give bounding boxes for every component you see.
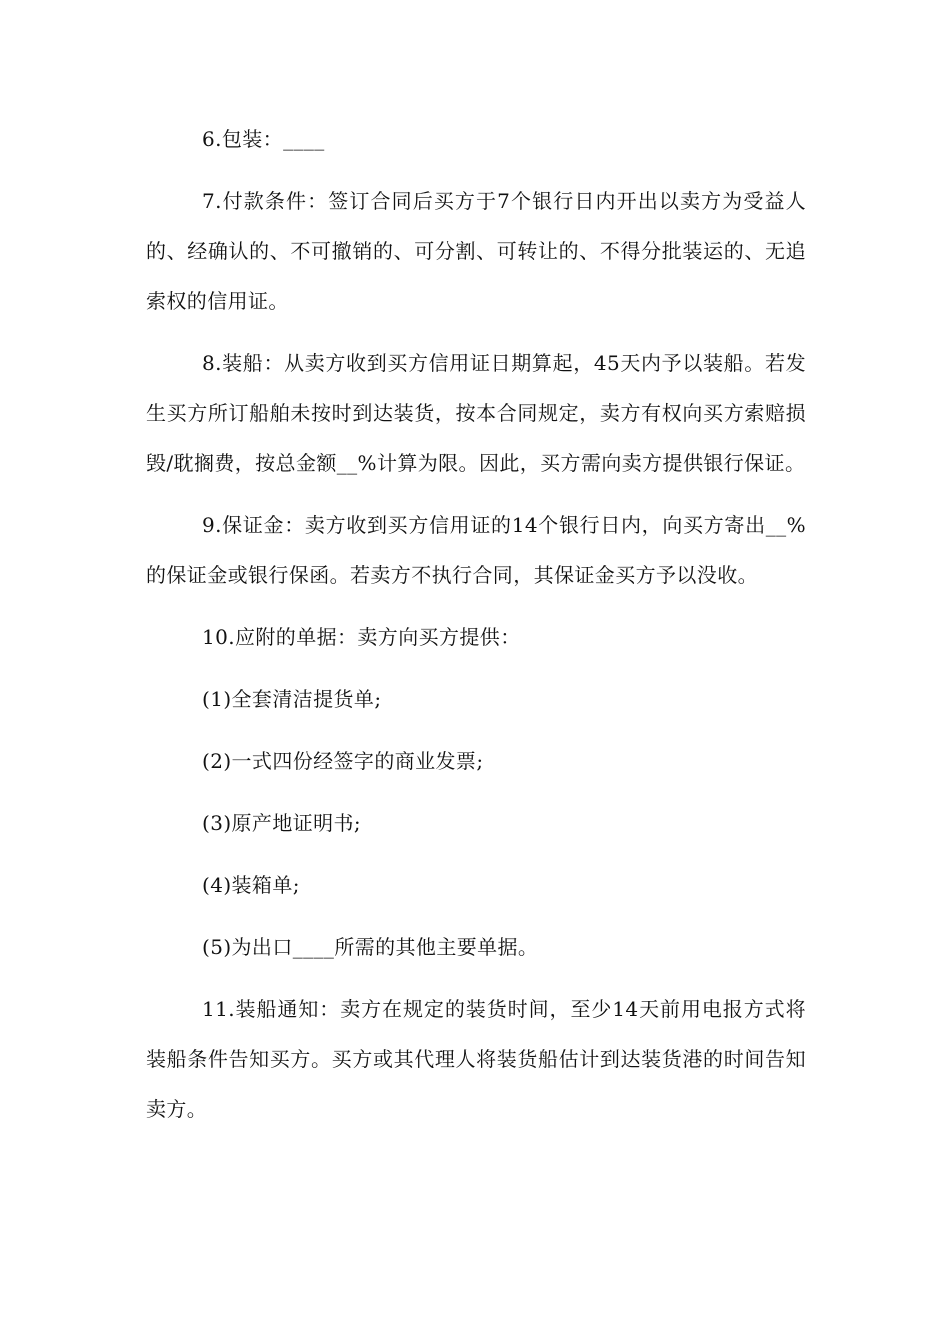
document-item-certificate-of-origin: (3)原产地证明书; <box>202 811 362 835</box>
document-item-packing-list: (4)装箱单; <box>202 873 300 897</box>
clause-payment-terms: 7.付款条件：签订合同后买方于7个银行日内开出以卖方为受益人的、经确认的、不可撤销的、可分割、可转让的、不得分批装运的、无追索权的信用证。 <box>146 189 806 313</box>
document-body <box>146 114 806 1146</box>
document-item-other-documents: (5)为出口____所需的其他主要单据。 <box>202 935 539 959</box>
clause-shipment-notice: 11.装船通知：卖方在规定的装货时间，至少14天前用电报方式将装船条件告知买方。买方或其代理人将装货船估计到达装货港的时间告知卖方。 <box>146 997 806 1121</box>
clause-shipment: 8.装船：从卖方收到买方信用证日期算起，45天内予以装船。若发生买方所订船舶未按时到达装货，按本合同规定，卖方有权向买方索赔损毁/耽搁费，按总金额__%计算为限。因此，买方需向卖方提供银行保证。 <box>146 351 806 475</box>
clause-packaging: 6.包装：____ <box>202 127 325 151</box>
clause-deposit: 9.保证金：卖方收到买方信用证的14个银行日内，向买方寄出__%的保证金或银行保函。若卖方不执行合同，其保证金买方予以没收。 <box>146 513 806 587</box>
document-item-commercial-invoice: (2)一式四份经签字的商业发票; <box>202 749 484 773</box>
document-item-bill-of-lading: (1)全套清洁提货单; <box>202 687 382 711</box>
clause-documents: 10.应附的单据：卖方向买方提供： <box>202 625 521 649</box>
